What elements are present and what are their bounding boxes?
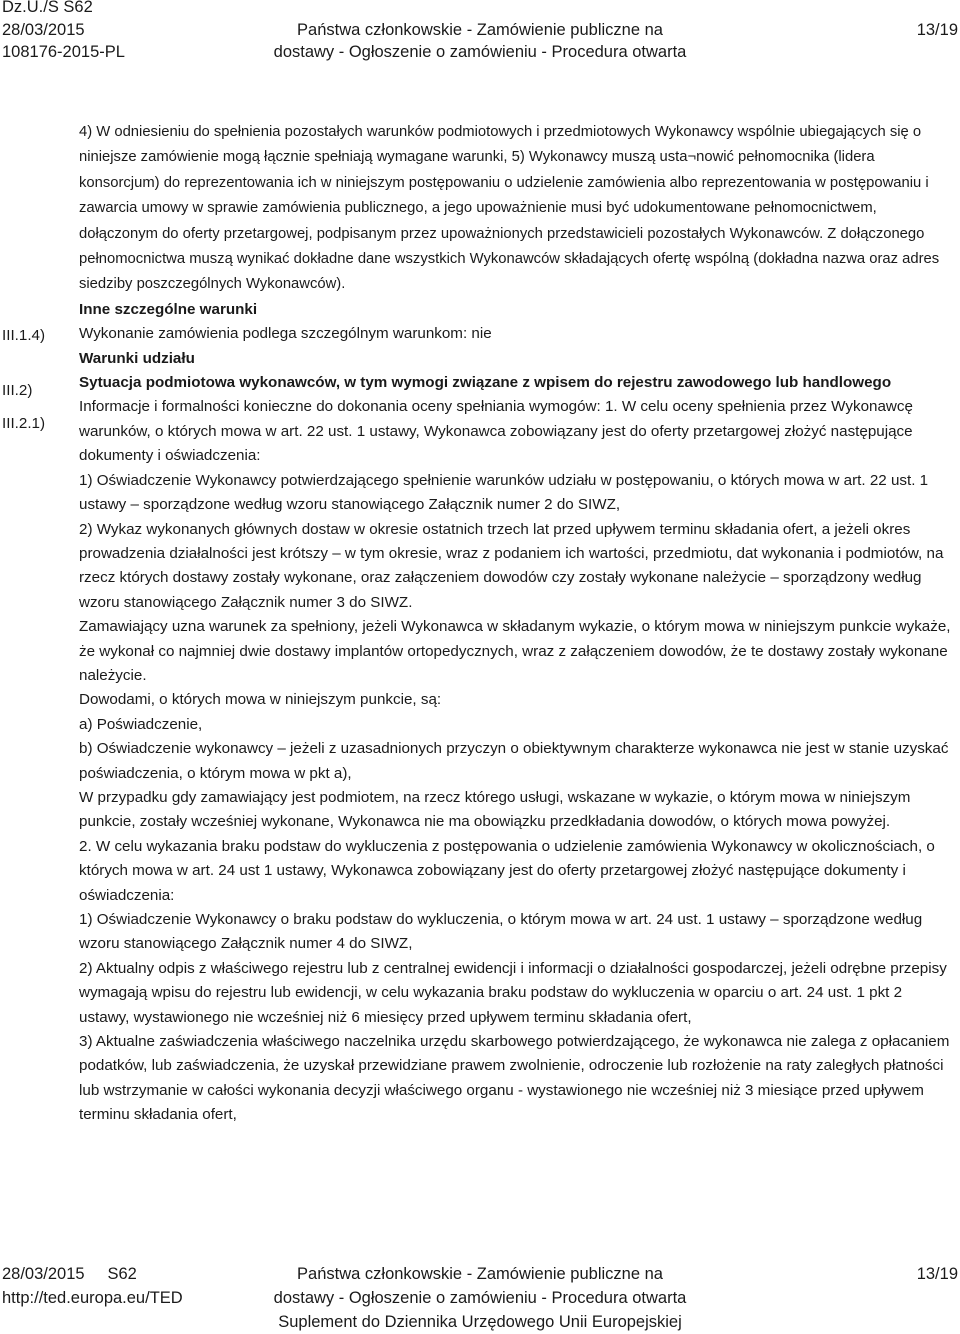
paragraph: 2) Aktualny odpis z właściwego rejestru lub z centralnej ewidencji i informacji o działalności gospodarczej, jeżeli odrębne przepisy wymagają wpisu do rejestru lub ewidencji, w celu wykazania braku podstaw do wykluczenia w oparciu o art. 24 ust. 1 pkt 2 ustawy, wystawionego nie wcześniej niż 6 miesięcy przed upływem terminu składania ofert, <box>79 959 947 1026</box>
header-notice-id: 108176-2015-PL <box>2 43 125 61</box>
header-title-line2: dostawy - Ogłoszenie o zamówieniu - Procedura otwarta <box>273 43 687 61</box>
section-title-warunki-udzialu: Warunki udziału <box>79 349 195 367</box>
paragraph: 1) Oświadczenie Wykonawcy potwierdzającego spełnienie warunków udziału w postępowaniu, o których mowa w art. 22 ust. 1 ustawy – sporządzone według wzoru stanowiącego Załącznik numer 2 do SIWZ, <box>79 471 929 514</box>
section-title-sytuacja-podmiotowa: Sytuacja podmiotowa wykonawców, w tym wymogi związane z wpisem do rejestru zawodowego lub handlowego <box>79 374 892 392</box>
section-label-iii-2: III.2) <box>2 382 33 399</box>
header-page-label: 13/19 <box>916 20 958 39</box>
footer-title-line2: dostawy - Ogłoszenie o zamówieniu - Procedura otwarta <box>273 1289 687 1307</box>
footer-page-number: 13/19 <box>916 1265 958 1283</box>
paragraph: 2) Wykaz wykonanych głównych dostaw w okresie ostatnich trzech lat przed upływem terminu składania ofert, a jeżeli okres prowadzenia działalności jest krótszy – w tym okresie, wraz z podaniem ich wartości, przedmiotu, dat wykonania i podmiotów, na rzecz których dostawy zostały wykonane, oraz załączeniem dowodów czy zostały wykonane należycie – sporządzony według wzoru stanowiącego Załącznik numer 3 do SIWZ. <box>79 520 944 611</box>
paragraph: Informacje i formalności konieczne do dokonania oceny spełniania wymogów: 1. W celu oceny spełnienia przez Wykonawcę warunków, o których mowa w art. 22 ust. 1 ustawy, Wykonawca zobowiązany jest do oferty przetargowej złożyć następujące dokumenty i oświadczenia: <box>79 398 913 465</box>
paragraph: b) Oświadczenie wykonawcy – jeżeli z uzasadnionych przyczyn o obiektywnym charakterze wykonawca nie jest w stanie uzyskać poświadczenia, o którym mowa w pkt a), <box>79 740 949 782</box>
paragraph: 1) Oświadczenie Wykonawcy o braku podstaw do wykluczenia, o którym mowa w art. 24 ust. 1 ustawy – sporządzone według wzoru stanowiącego Załącznik numer 4 do SIWZ, <box>79 911 923 953</box>
page-header <box>0 0 960 82</box>
header-journal-ref: Dz.U./S S62 <box>2 0 93 16</box>
intro-paragraph: 4) W odniesieniu do spełnienia pozostałych warunków podmiotowych i przedmiotowych Wykonawcy wspólnie ubiegających się o niniejsze zamówienie mogą łącznie spełniają wymagane warunki, 5) Wykonawcy muszą usta¬nowić pełnomocnika (lidera konsorcjum) do reprezentowania ich w niniejszym postępowaniu o udzielenie zamówienia albo reprezentowania w postępowaniu i zawarcia umowy w sprawie zamówienia publicznego, a jego upoważnienie musi być udokumentowane pełnomocnictwem, dołączonym do oferty przetargowej, podpisanym przez upoważnionych przedstawicieli pozostałych Wykonawców. Z dołączonego pełnomocnictwa muszą wynikać dokładne dane wszystkich Wykonawców składających ofertę wspólną (dokładna nazwa oraz adres siedziby poszczególnych Wykonawców). <box>79 124 940 293</box>
page-footer <box>0 1262 960 1334</box>
section-label-iii-2-1: III.2.1) <box>2 415 46 432</box>
section-text-inne-warunki: Wykonanie zamówienia podlega szczególnym warunkom: nie <box>79 325 492 343</box>
header-center <box>0 0 960 64</box>
footer-supplement: Suplement do Dziennika Urzędowego Unii Europejskiej <box>278 1313 682 1331</box>
header-date: 28/03/2015 <box>2 20 85 39</box>
paragraph: Dowodami, o których mowa w niniejszym punkcie, są: <box>79 691 442 709</box>
section-title-inne-warunki: Inne szczególne warunki <box>79 300 258 318</box>
paragraph: 3) Aktualne zaświadczenia właściwego naczelnika urzędu skarbowego potwierdzającego, że wykonawca nie zalega z opłacaniem podatków, lub zaświadczenia, że uzyskał przewidziane prawem zwolnienie, odroczenie lub rozłożenie na raty zaległych płatności lub wstrzymanie w całości wykonania decyzji właściwego organu - wystawionego nie wcześniej niż 3 miesiące przed upływem terminu składania ofert, <box>79 1033 950 1124</box>
paragraph: Zamawiający uzna warunek za spełniony, jeżeli Wykonawca w składanym wykazie, o którym mowa w niniejszym punkcie wykaże, że wykonał co najmniej dwie dostawy implantów ortopedycznych, wraz z załączeniem dowodów, że te dostawy zostały wykonane należycie. <box>79 618 951 684</box>
paragraph: 2. W celu wykazania braku podstaw do wykluczenia z postępowania o udzielenie zamówienia Wykonawcy w okolicznościach, o których mowa w art. 24 ust 1 ustawy, Wykonawca zobowiązany jest do oferty przetargowej złożyć następujące dokumenty i oświadczenia: <box>79 837 935 904</box>
main-content <box>79 120 955 1128</box>
footer-link[interactable]: http://ted.europa.eu/TED <box>2 1289 183 1307</box>
footer-title-line1: Państwa członkowskie - Zamówienie publiczne na <box>297 1265 663 1283</box>
header-title-line1: Państwa członkowskie - Zamówienie publiczne na <box>297 20 663 39</box>
paragraph: a) Poświadczenie, <box>79 715 203 733</box>
footer-center <box>0 1262 960 1334</box>
section-label-iii-1-4: III.1.4) <box>2 327 46 344</box>
paragraph: W przypadku gdy zamawiający jest podmiotem, na rzecz którego usługi, wskazane w wykazie, o którym mowa w niniejszym punkcie, zostały wcześniej wykonane, Wykonawca nie ma obowiązku przedkładania dowodów, o których mowa powyżej. <box>79 788 911 831</box>
footer-date: 28/03/2015 S62 <box>2 1265 137 1283</box>
header-page-number <box>917 0 958 41</box>
